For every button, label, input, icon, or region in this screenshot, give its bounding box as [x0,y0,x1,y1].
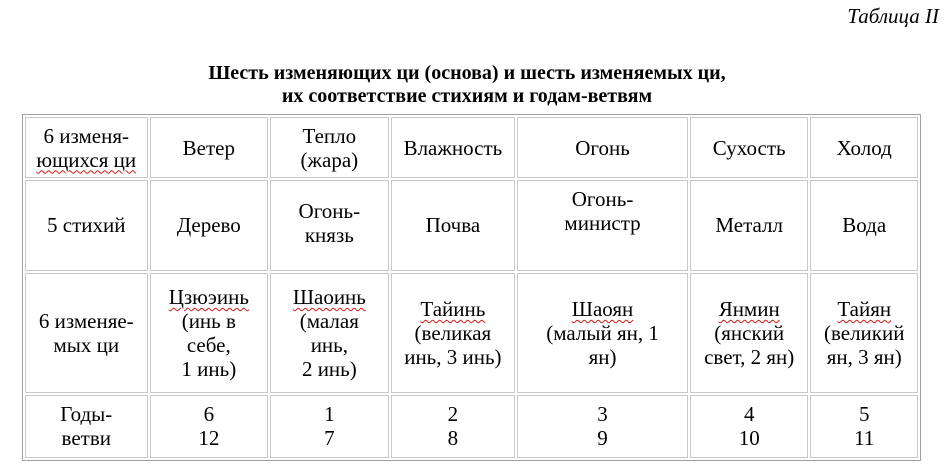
table-cell [150,273,269,393]
cell-line: 3 [597,402,608,427]
cell-line: инь, [310,332,348,357]
cell-line: Металл [715,213,784,238]
table-cell [690,180,809,271]
cell-line: себе, [186,332,231,357]
table-cell [517,180,688,271]
table-cell [810,117,918,178]
row-header-cell [25,117,148,178]
cell-line: Влажность [403,135,503,160]
table-row-qi-changing [25,117,918,178]
cell-line: Тайинь [420,296,486,321]
cell-line: 8 [447,426,459,451]
cell-line: Огонь- [298,199,361,224]
cell-line: 5 стихий [47,213,126,238]
cell-line: (инь в [181,308,236,333]
cell-line: 10 [738,426,760,451]
row-header-cell [25,395,148,458]
cell-line: 6 изменяе- [38,308,134,333]
cell-line: Годы- [60,402,113,427]
cell-line: Цзюэинь [168,284,249,309]
cell-line: министр [564,211,641,236]
cell-line: Огонь- [571,187,634,212]
cell-line: 6 [203,402,215,427]
cell-line: ян) [588,344,617,369]
table-cell [810,395,918,458]
table-cell [270,395,389,458]
cell-line: 2 [447,402,459,427]
cell-line: Сухость [712,135,786,160]
cell-line: Ветер [182,135,235,160]
cell-line: Почва [425,213,481,238]
cell-line: (жара) [300,147,359,172]
table-cell [391,180,516,271]
cell-line: Янмин [718,296,780,321]
cell-line: (малая [299,308,359,333]
cell-line: Тепло [302,123,357,148]
cell-line: 9 [597,426,608,451]
cell-line: 5 [858,402,870,427]
cell-line: 12 [198,426,220,451]
cell-line: (великий [823,320,905,345]
table-cell [690,395,809,458]
table-cell [690,273,809,393]
table-cell [810,273,918,393]
row-header-cell [25,273,148,393]
cell-line: Шаоинь [292,284,366,309]
cell-line: 6 изменя- [43,123,130,148]
table-cell [150,117,269,178]
cell-line: свет, 2 ян) [704,344,795,369]
cell-line: Огонь [575,135,630,160]
table-cell [391,273,516,393]
table-row-elements [25,180,918,271]
cell-line: Холод [836,135,892,160]
table-cell [391,395,516,458]
cell-line: 2 инь) [301,356,357,381]
cell-line: ющихся ци [36,147,137,172]
cell-line: 1 [324,402,335,427]
cell-line: ветви [61,426,111,451]
table-caption [0,62,934,108]
caption-line-2: их соответствие стихиям и годам-ветвям [281,85,653,107]
table-cell [517,273,688,393]
cell-line: Вода [842,213,887,238]
table-cell [270,117,389,178]
cell-line: инь, 3 инь) [404,344,502,369]
cell-line: 4 [743,402,755,427]
table-cell [270,180,389,271]
table-cell [391,117,516,178]
caption-line-1: Шесть изменяющих ци (основа) и шесть изменяемых ци, [208,62,726,84]
cell-line: 1 инь) [181,356,237,381]
table-cell [517,117,688,178]
cell-line: Дерево [176,213,241,238]
table-row-year-branches [25,395,918,458]
cell-line: ян, 3 ян) [826,344,902,369]
table-cell [150,180,269,271]
cell-line: (янский [714,320,785,345]
cell-line: Шаоян [571,296,634,321]
table-row-qi-changed [25,273,918,393]
table-label: Таблица II [847,4,939,28]
cell-line: князь [304,223,354,248]
correspondence-table [22,114,921,461]
cell-line: 11 [854,426,875,451]
cell-line: 7 [324,426,335,451]
cell-line: (малый ян, 1 [546,320,659,345]
cell-line: Тайян [837,296,892,321]
table-cell [690,117,809,178]
table-cell [810,180,918,271]
table-cell [270,273,389,393]
table-cell [517,395,688,458]
table-cell [150,395,269,458]
cell-line: мых ци [53,332,120,357]
row-header-cell [25,180,148,271]
cell-line: (великая [414,320,492,345]
